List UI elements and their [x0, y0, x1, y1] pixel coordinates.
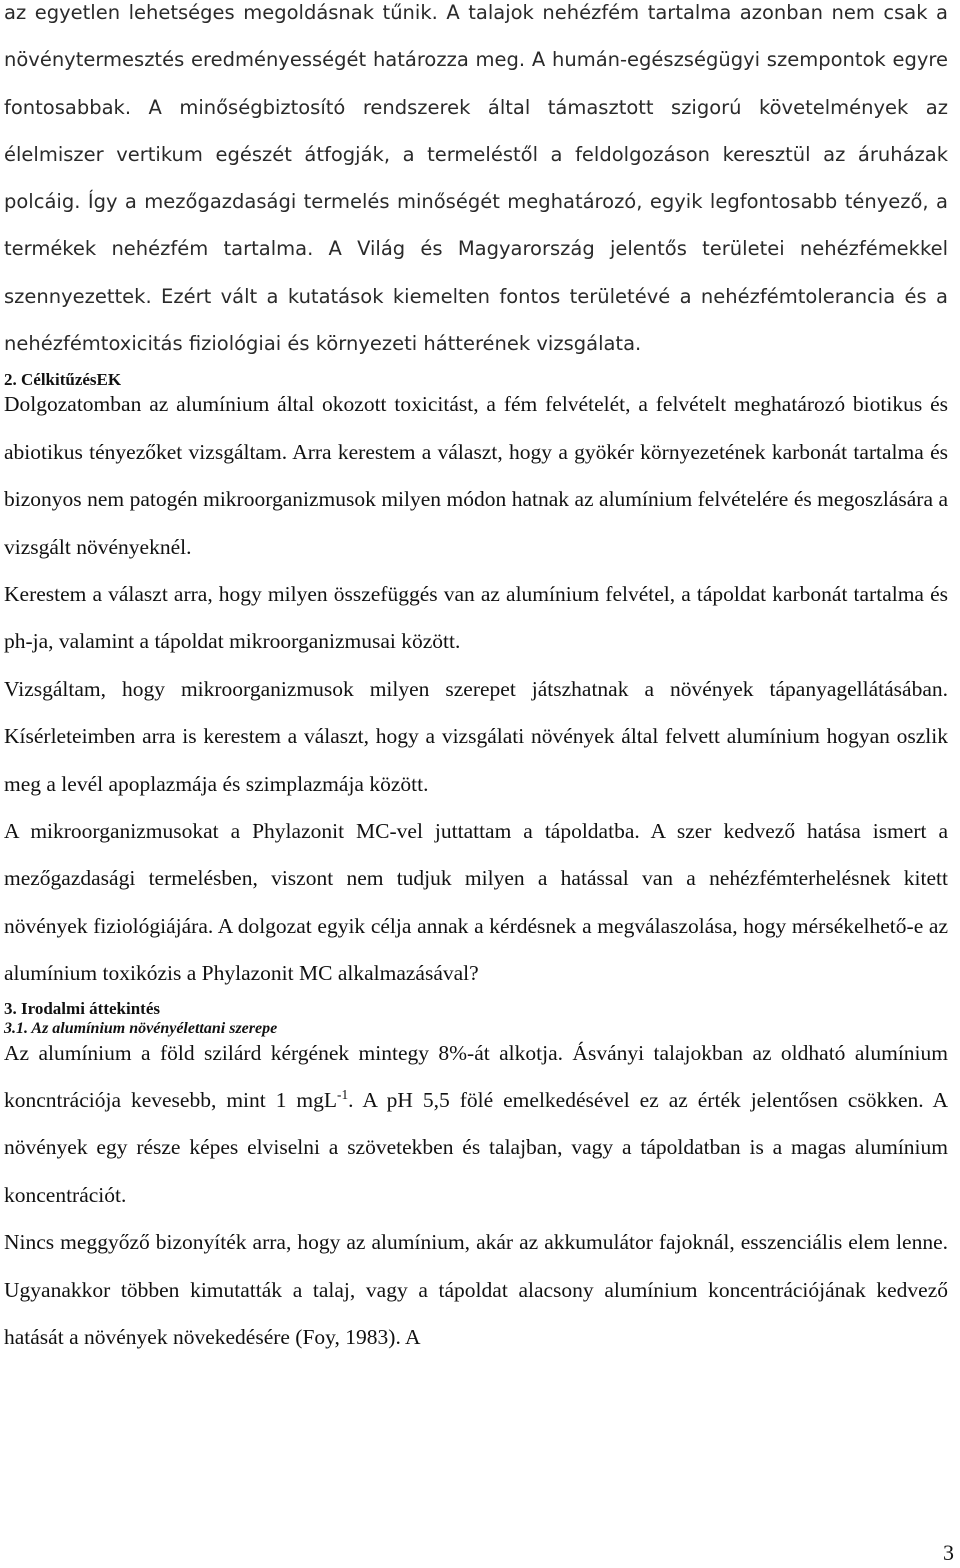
section-3-1-subheading: 3.1. Az alumínium növényélettani szerepe — [4, 1019, 278, 1037]
paragraph-text-before-superscript: Az alumínium a föld szilárd kérgének mintegy 8%-át alkotja. Ásványi talajokban az oldható alumínium koncntrációja kevesebb, mint 1 mgL — [4, 1040, 948, 1113]
paragraph-text-after-superscript: . A pH 5,5 fölé emelkedésével ez az érték jelentősen csökken. A növények egy része képes elviselni a szövetekben és talajban, vagy a tápoldatban is a magas alumínium koncentrációt. — [4, 1088, 948, 1207]
section-2-paragraph-3: Vizsgáltam, hogy mikroorganizmusok milyen szerepet játszhatnak a növények tápanyagellátásában. Kísérleteimben arra is kerestem a választ, hogy a vizsgálati növények által felvett alumínium hogyan oszlik meg a levél apoplazmája és szimplazmája között. — [4, 676, 948, 796]
section-2-paragraph-4: A mikroorganizmusokat a Phylazonit MC-vel juttattam a tápoldatba. A szer kedvező hatása ismert a mezőgazdasági termelésben, viszont nem tudjuk milyen a hatással van a nehézfémterhelésnek kitett növények fiziológiájára. A dolgozat egyik célja annak a kérdésnek a megválaszolása, hogy mérsékelhető-e az alumínium toxikózis a Phylazonit MC alkalmazásával? — [4, 819, 948, 986]
section-2-heading: 2. CélkitűzésEK — [4, 370, 122, 390]
section-3-1-paragraph-1 — [0, 1030, 960, 1220]
section-2-paragraph-1: Dolgozatomban az alumínium által okozott toxicitást, a fém felvételét, a felvételt meghatározó biotikus és abiotikus tényezőket vizsgáltam. Arra kerestem a választ, hogy a gyökér környezetének karbonát tartalma és bizonyos nem patogén mikroorganizmusok milyen módon hatnak az alumínium felvételére és megoszlására a vizsgált növényeknél. — [4, 392, 948, 559]
unit-exponent: -1 — [337, 1086, 349, 1102]
section-2-paragraph-2: Kerestem a választ arra, hogy milyen összefüggés van az alumínium felvétel, a tápoldat karbonát tartalma és ph-ja, valamint a tápoldat mikroorganizmusai között. — [4, 582, 948, 654]
intro-paragraph: az egyetlen lehetséges megoldásnak tűnik. A talajok nehézfém tartalma azonban nem csak a növénytermesztés eredményességét határozza meg. A humán-egészségügyi szempontok egyre fontosabbak. A minőségbiztosító rendszerek által támasztott szigorú követelmények az élelmiszer vertikum egészét átfogják, a termeléstől a feldolgozáson keresztül az áruházak polcáig. Így a mezőgazdasági termelés minőségét meghatározó, egyik legfontosabb tényező, a termékek nehézfém tartalma. A Világ és Magyarország jelentős területei nehézfémekkel szennyezettek. Ezért vált a kutatások kiemelten fontos területévé a nehézfémtolerancia és a nehézfémtoxicitás fiziológiai és környezeti hátterének vizsgálata. — [4, 1, 948, 356]
section-3-heading: 3. Irodalmi áttekintés — [4, 998, 160, 1018]
page-number: 3 — [943, 1540, 954, 1565]
section-3-1-paragraph-2: Nincs meggyőző bizonyíték arra, hogy az alumínium, akár az akkumulátor fajoknál, esszenciális elem lenne. Ugyanakkor többen kimutatták a talaj, vagy a tápoldat alacsony alumínium koncentrációjának kedvező hatását a növények növekedésére (Foy, 1983). A — [4, 1230, 948, 1350]
